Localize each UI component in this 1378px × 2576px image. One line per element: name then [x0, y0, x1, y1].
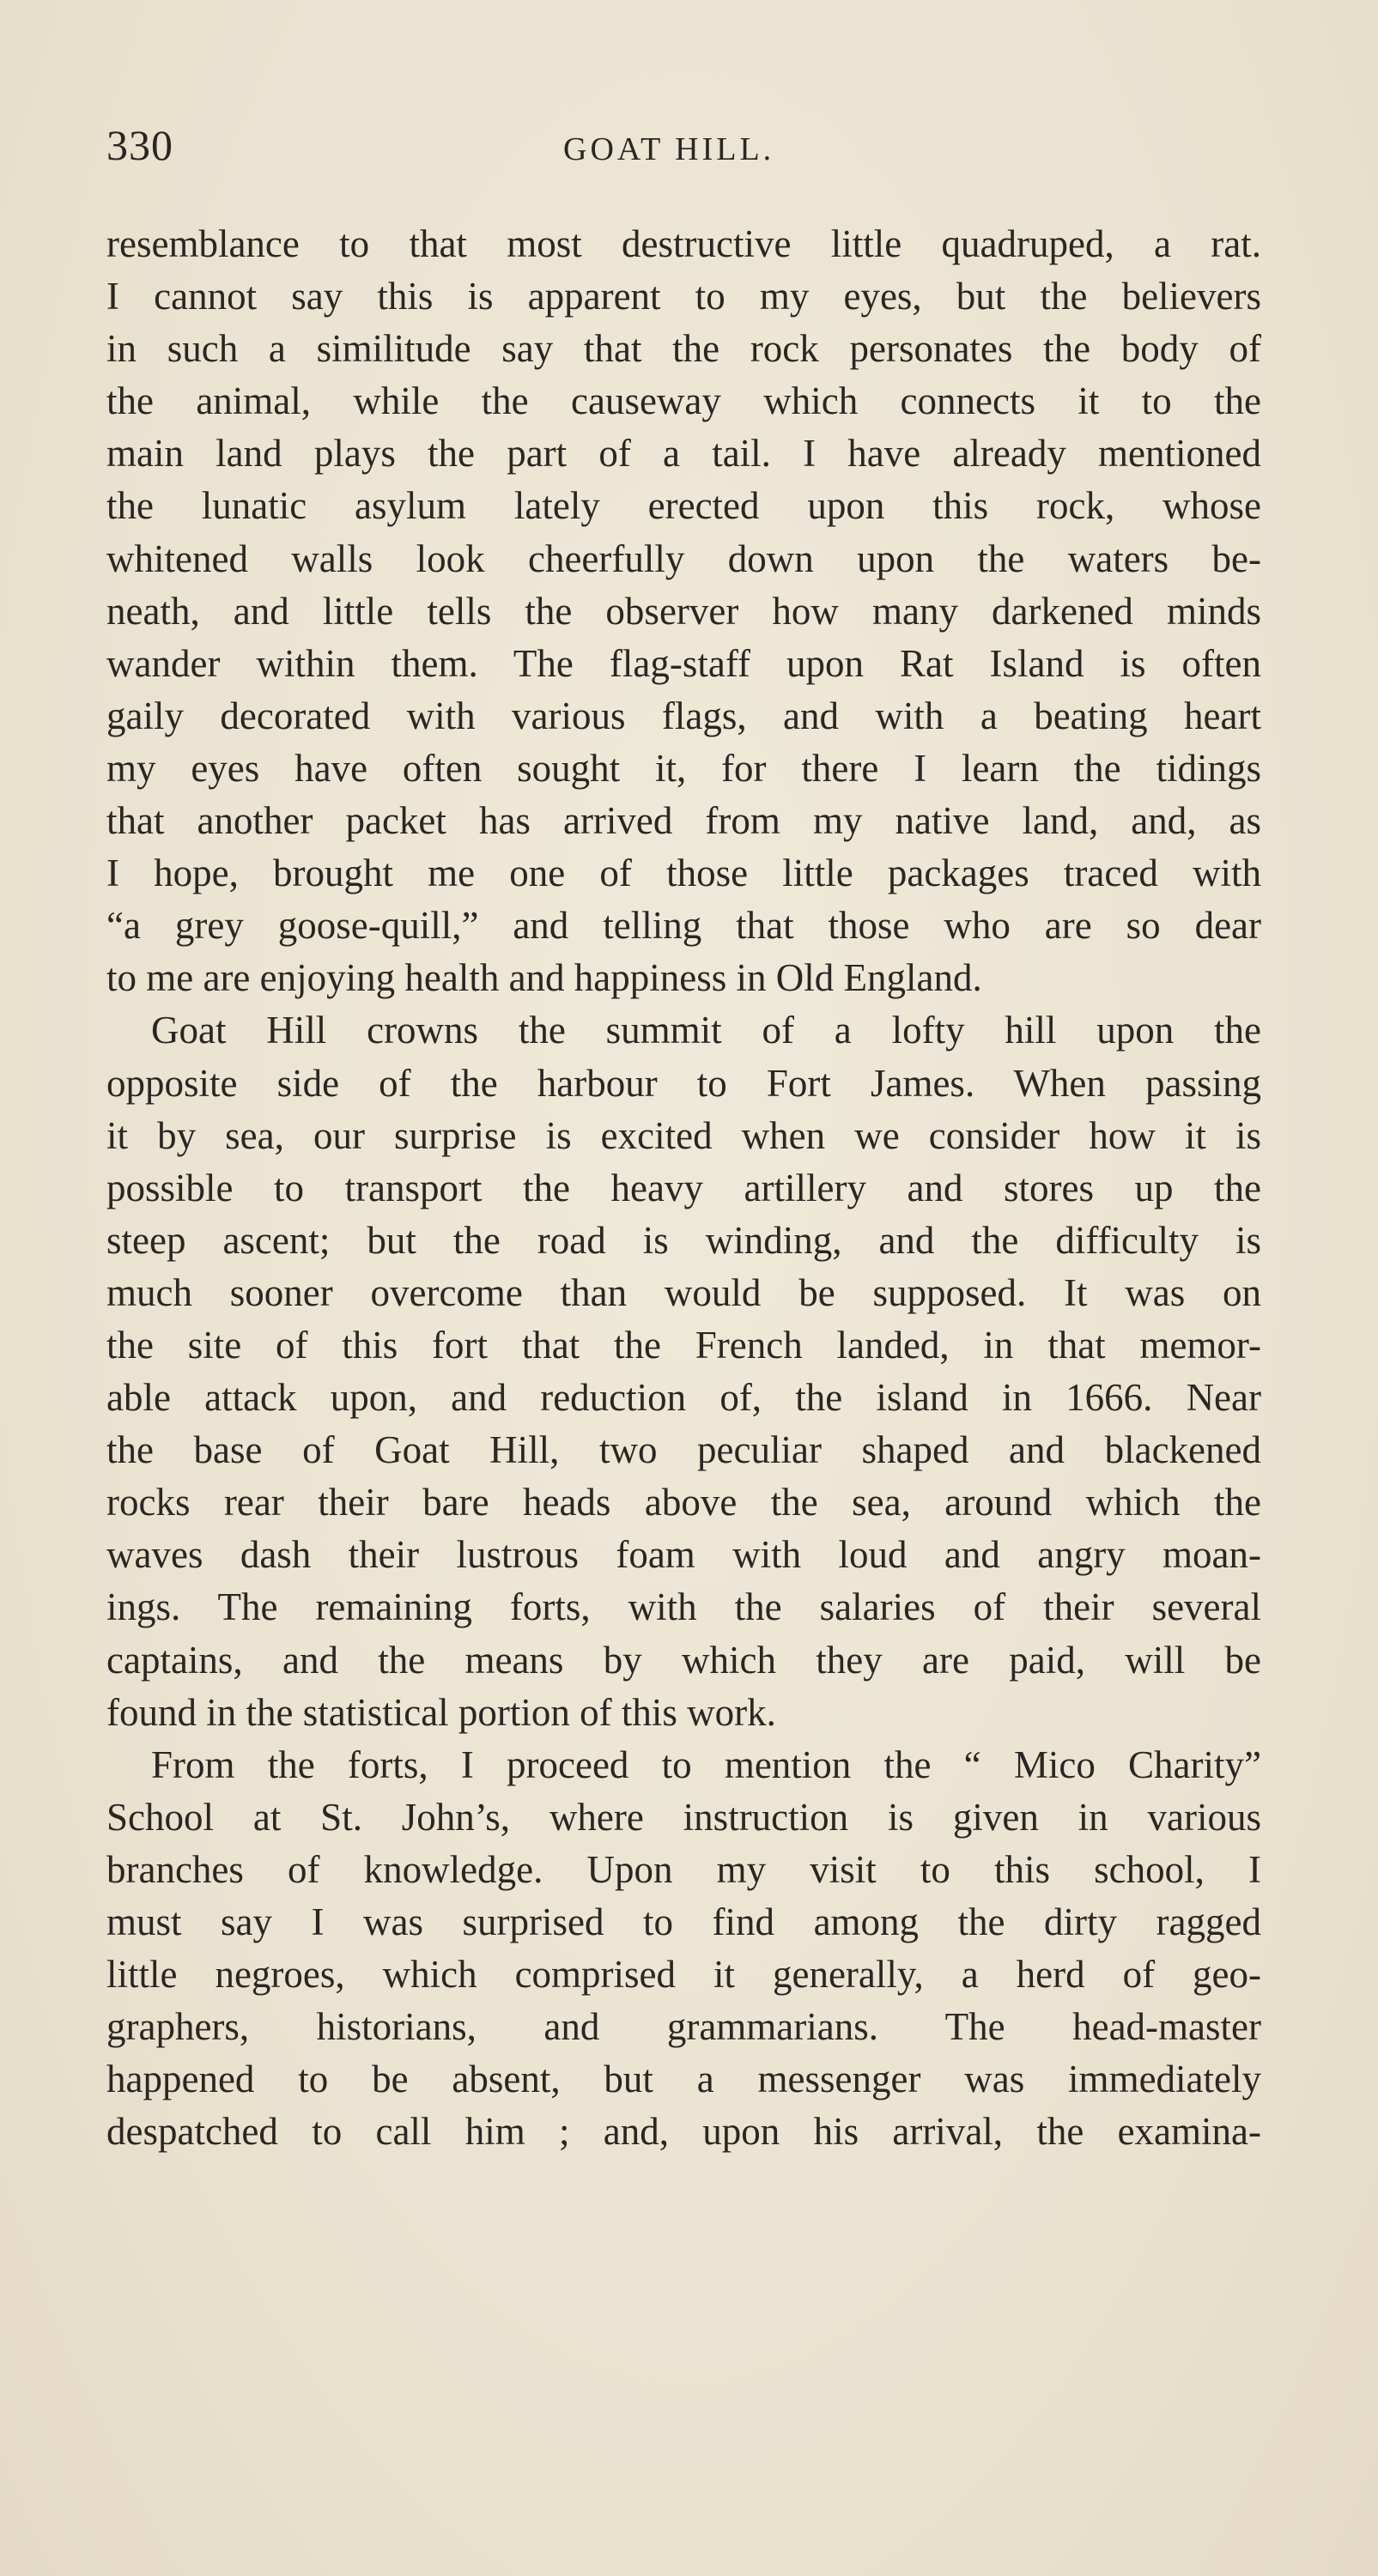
page-number: 330 [106, 121, 173, 169]
paragraph-start-line: Goat Hill crowns the summit of a lofty hill upon the [151, 1009, 1261, 1052]
text-line: the base of Goat Hill, two peculiar shaped and blackened [106, 1428, 1261, 1472]
text-line: wander within them. The flag-staff upon Rat Island is often [106, 641, 1261, 685]
text-line: branches of knowledge. Upon my visit to this school, I [106, 1847, 1261, 1891]
paragraph-end-line: to me are enjoying health and happiness in Old England. [106, 956, 982, 1000]
text-line: little negroes, which comprised it generally, a herd of geo- [106, 1953, 1261, 1997]
text-line: I hope, brought me one of those little packages traced with [106, 852, 1261, 895]
text-line: whitened walls look cheerfully down upon the waters be- [106, 536, 1261, 580]
text-line: much sooner overcome than would be supposed. It was on [106, 1270, 1261, 1314]
text-line: steep ascent; but the road is winding, and the difficulty is [106, 1218, 1261, 1262]
text-line: the animal, while the causeway which connects it to the [106, 379, 1261, 423]
body-text [106, 218, 1261, 2158]
paragraph-start-line: From the forts, I proceed to mention the “ Mico Charity” [151, 1743, 1261, 1786]
text-line: that another packet has arrived from my native land, and, as [106, 799, 1261, 843]
text-line: the site of this fort that the French landed, in that memor- [106, 1323, 1261, 1367]
text-line: opposite side of the harbour to Fort James. When passing [106, 1061, 1261, 1105]
text-line: School at St. John’s, where instruction is given in various [106, 1795, 1261, 1839]
text-line: “a grey goose-quill,” and telling that those who are so dear [106, 904, 1261, 948]
text-line: main land plays the part of a tail. I have already mentioned [106, 432, 1261, 476]
text-line: captains, and the means by which they are paid, will be [106, 1638, 1261, 1682]
text-line: able attack upon, and reduction of, the island in 1666. Near [106, 1376, 1261, 1420]
text-line: ings. The remaining forts, with the salaries of their several [106, 1585, 1261, 1629]
running-title: GOAT HILL. [563, 131, 775, 167]
text-line: possible to transport the heavy artillery and stores up the [106, 1166, 1261, 1209]
text-line: rocks rear their bare heads above the sea, around which the [106, 1481, 1261, 1524]
text-line: gaily decorated with various flags, and with a beating heart [106, 694, 1261, 737]
text-line: the lunatic asylum lately erected upon this rock, whose [106, 484, 1261, 528]
text-line: despatched to call him ; and, upon his arrival, the examina- [106, 2110, 1261, 2154]
text-line: I cannot say this is apparent to my eyes, but the believers [106, 275, 1261, 318]
running-head [106, 120, 1261, 180]
text-line: in such a similitude say that the rock personates the body of [106, 327, 1261, 371]
text-line: my eyes have often sought it, for there I learn the tidings [106, 746, 1261, 790]
text-line: happened to be absent, but a messenger was immediately [106, 2058, 1261, 2101]
paragraph-end-line: found in the statistical portion of this work. [106, 1690, 776, 1734]
text-line: graphers, historians, and grammarians. The head-master [106, 2005, 1261, 2049]
text-line: waves dash their lustrous foam with loud and angry moan- [106, 1533, 1261, 1577]
text-line: it by sea, our surprise is excited when we consider how it is [106, 1113, 1261, 1157]
text-line: resemblance to that most destructive little quadruped, a rat. [106, 222, 1261, 265]
text-line: must say I was surprised to find among the dirty ragged [106, 1900, 1261, 1943]
text-line: neath, and little tells the observer how many darkened minds [106, 589, 1261, 633]
